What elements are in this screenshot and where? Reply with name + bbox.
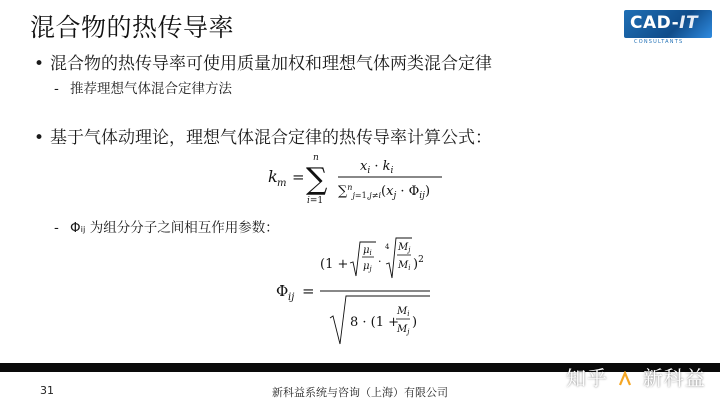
svg-text:n: n — [313, 153, 319, 163]
sub-bullet-item-2 — [54, 216, 279, 236]
interaction-parameter-formula — [270, 236, 460, 350]
logo-accent-text: IT — [679, 13, 699, 33]
svg-text:·: · — [378, 255, 382, 268]
slide-title: 混合物的热传导率 — [30, 13, 235, 42]
svg-text:k: k — [268, 167, 278, 186]
sub-bullet-dash: - — [54, 81, 59, 97]
svg-text:=: = — [292, 168, 305, 186]
watermark-text-right: 新科益 — [642, 366, 706, 390]
svg-text:μj: $\mu_j$ — [363, 261, 372, 273]
sub-bullet-text: Φᵢⱼ 为组分分子之间相互作用参数： — [70, 220, 279, 236]
svg-text:xi · ki: $x_i \cdot k_i$ — [360, 159, 394, 176]
svg-text:Mj: $M_j$ — [398, 242, 411, 254]
watermark-text-left: 知乎 — [566, 366, 608, 390]
bullet-text: 混合物的热传导率可使用质量加权和理想气体两类混合定律 — [50, 54, 492, 74]
svg-text:Mi: $M_i$ — [397, 306, 410, 318]
bullet-dot: • — [34, 128, 45, 148]
sub-bullet-dash: - — [54, 220, 59, 236]
svg-text:μi: $\mu_i$ — [363, 245, 372, 257]
svg-text:Mi: $M_i$ — [398, 260, 411, 272]
svg-text:4: 4 — [385, 243, 390, 251]
logo-wordmark — [630, 13, 698, 33]
svg-text:(1 +: (1 + — [320, 257, 349, 272]
svg-text:m: m — [277, 178, 287, 189]
bullet-item-1 — [34, 49, 492, 74]
svg-text:Φ: Φ — [276, 282, 289, 300]
sub-bullet-text: 推荐理想气体混合定律方法 — [70, 81, 232, 97]
page-number: 31 — [40, 384, 54, 397]
svg-text:=: = — [302, 282, 315, 300]
logo-separator: - — [671, 13, 680, 33]
svg-text:Mj: $M_j$ — [397, 324, 410, 336]
svg-text:): ) — [412, 315, 418, 330]
sub-bullet-item-1 — [54, 77, 232, 97]
svg-text:)2: )$^2$ — [413, 255, 424, 272]
bullet-text: 基于气体动理论，理想气体混合定律的热传导率计算公式： — [50, 128, 492, 148]
thermal-conductivity-formula — [262, 145, 462, 207]
logo-main-text: CAD — [630, 13, 672, 33]
bullet-dot: • — [34, 54, 45, 74]
svg-text:∑nj=1,j≠i(xj · Φij): $\sum^n_{j=1,j\ne i}(x_j \cdot \Phi_{ij})$ — [338, 183, 431, 201]
svg-text:i=1: i=1 — [307, 196, 324, 206]
svg-text:8 · (1 +: 8 · (1 + — [350, 315, 400, 330]
svg-text:∑: ∑ — [306, 162, 328, 197]
footer-company: 新科益系统与咨询（上海）有限公司 — [272, 386, 448, 399]
logo-subtitle: CONSULTANTS — [634, 39, 684, 45]
cadit-logo — [624, 10, 712, 46]
svg-text:ij: ij — [288, 292, 295, 303]
